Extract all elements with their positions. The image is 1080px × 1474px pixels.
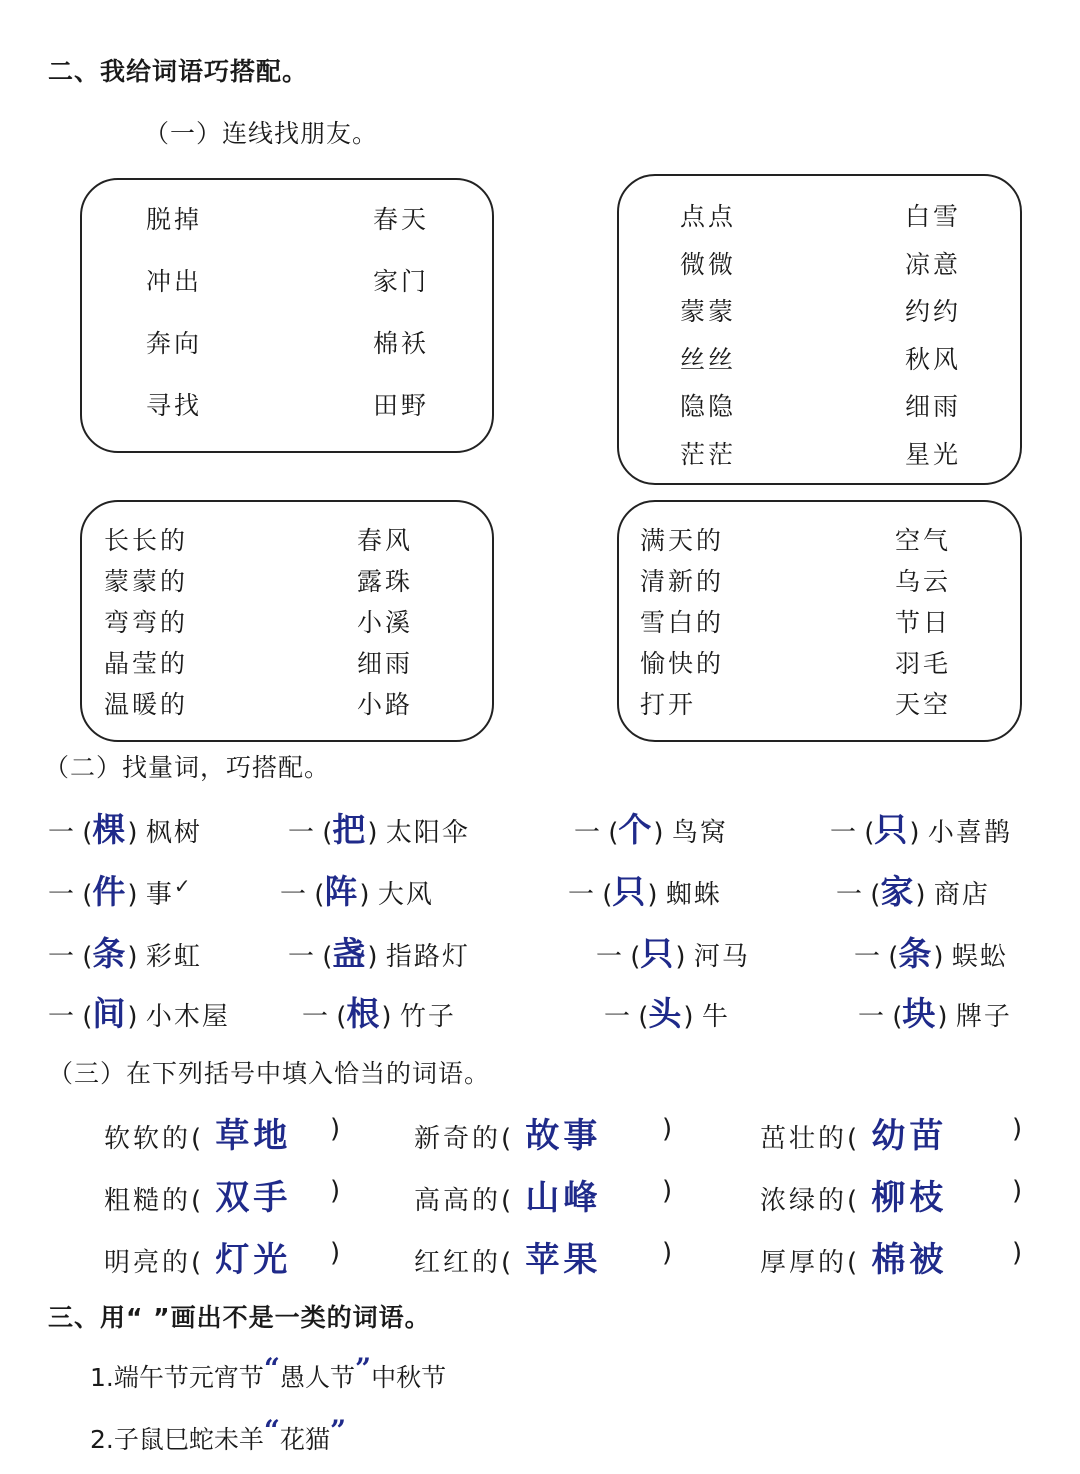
close-paren: ) — [909, 818, 928, 848]
fill-answer: 苹果 — [525, 1240, 602, 1280]
noun: 蜈蚣 — [951, 942, 1008, 972]
match-word-left: 愉快的 — [640, 649, 725, 678]
odd-word: 愚人节 — [279, 1363, 355, 1392]
prefix-one: 一 ( — [830, 818, 875, 848]
fill-answer: 故事 — [525, 1116, 602, 1156]
fill-item — [104, 1108, 291, 1157]
prefix-one: 一 ( — [48, 942, 93, 972]
match-word-right: 棉袄 — [373, 329, 430, 358]
prefix-one: 一 ( — [854, 942, 899, 972]
close-paren: ) — [1012, 1176, 1026, 1206]
measure-item — [596, 928, 750, 975]
match-word-right: 秋风 — [905, 344, 962, 374]
measure-item — [48, 866, 193, 913]
measure-item — [854, 928, 1008, 975]
prefix-one: 一 ( — [302, 1002, 347, 1032]
close-paren: ) — [662, 1114, 676, 1144]
fill-prompt: 茁壮的( — [760, 1124, 872, 1154]
check-mark-icon: ✓ — [173, 874, 193, 898]
match-word-left: 长长的 — [104, 526, 189, 555]
match-word-left: 丝丝 — [680, 344, 737, 374]
close-paren: ) — [330, 1114, 344, 1144]
match-word-right: 细雨 — [357, 649, 414, 678]
item-words: 端午节元宵节 — [113, 1363, 264, 1392]
match-word-left: 满天的 — [640, 526, 725, 555]
fill-item — [414, 1170, 601, 1219]
noun: 蜘蛛 — [665, 880, 722, 910]
fill-prompt: 新奇的( — [414, 1124, 526, 1154]
fill-prompt: 浓绿的( — [760, 1186, 872, 1216]
odd-item — [90, 1414, 347, 1456]
prefix-one: 一 ( — [48, 818, 93, 848]
fill-answer: 棉被 — [871, 1240, 948, 1280]
answer-measure-word: 条 — [898, 934, 934, 973]
noun: 竹子 — [399, 1002, 456, 1032]
fill-prompt: 明亮的( — [104, 1248, 216, 1278]
prefix-one: 一 ( — [604, 1002, 649, 1032]
match-word-left: 寻找 — [146, 391, 203, 420]
answer-measure-word: 间 — [92, 994, 128, 1033]
match-word-right: 凉意 — [905, 249, 962, 279]
match-word-right: 家门 — [373, 267, 430, 296]
close-paren: ) — [381, 1002, 400, 1032]
match-word-left: 冲出 — [146, 267, 203, 296]
measure-item — [288, 804, 470, 851]
noun: 枫树 — [145, 818, 202, 848]
match-word-left: 点点 — [680, 202, 737, 231]
item-words: 中秋节 — [371, 1363, 447, 1392]
noun: 商店 — [933, 880, 990, 910]
match-word-right: 节日 — [895, 608, 952, 637]
match-word-right: 星光 — [905, 439, 962, 469]
match-word-right: 乌云 — [895, 567, 952, 596]
fill-answer: 双手 — [215, 1178, 292, 1218]
measure-item — [568, 866, 722, 913]
close-paren: ) — [359, 880, 378, 910]
measure-item — [48, 928, 202, 975]
close-paren: ) — [653, 818, 672, 848]
match-word-left: 脱掉 — [146, 205, 203, 234]
match-word-left: 微微 — [680, 249, 737, 279]
noun: 大风 — [377, 880, 434, 910]
measure-item — [858, 988, 1012, 1035]
noun: 彩虹 — [145, 942, 202, 972]
prefix-one: 一 ( — [288, 942, 333, 972]
answer-measure-word: 头 — [648, 994, 684, 1033]
match-word-left: 清新的 — [640, 567, 725, 596]
section-title: 二、我给词语巧搭配。 — [48, 57, 309, 86]
measure-item — [288, 928, 470, 975]
open-quote-mark: “ — [263, 1352, 280, 1385]
match-word-right: 羽毛 — [895, 649, 952, 678]
measure-item — [280, 866, 434, 913]
noun: 太阳伞 — [385, 818, 470, 848]
answer-measure-word: 只 — [612, 872, 648, 911]
item-number: 2. — [90, 1425, 114, 1454]
prefix-one: 一 ( — [858, 1002, 903, 1032]
odd-word: 花猫 — [279, 1425, 330, 1454]
match-box-1 — [80, 178, 494, 453]
answer-measure-word: 阵 — [324, 872, 360, 911]
answer-measure-word: 只 — [874, 810, 910, 849]
item-words: 子鼠巳蛇未羊 — [113, 1425, 264, 1454]
open-quote-mark: “ — [263, 1414, 280, 1447]
answer-measure-word: 只 — [640, 934, 676, 973]
match-word-left: 弯弯的 — [104, 608, 189, 637]
fill-answer: 山峰 — [525, 1178, 602, 1218]
noun: 指路灯 — [385, 942, 470, 972]
noun: 鸟窝 — [671, 818, 728, 848]
fill-prompt: 高高的( — [414, 1186, 526, 1216]
close-paren: ) — [367, 942, 386, 972]
match-box-2 — [617, 174, 1022, 485]
match-word-left: 温暖的 — [104, 690, 189, 719]
measure-item — [604, 988, 730, 1035]
answer-measure-word: 把 — [332, 810, 368, 849]
match-word-right: 细雨 — [905, 392, 962, 421]
match-word-right: 空气 — [895, 526, 952, 555]
measure-item — [48, 988, 230, 1035]
measure-item — [48, 804, 202, 851]
close-paren: ) — [683, 1002, 702, 1032]
fill-answer: 柳枝 — [871, 1178, 948, 1218]
match-word-left: 隐隐 — [680, 392, 737, 421]
fill-item — [760, 1108, 947, 1157]
fill-answer: 幼苗 — [871, 1116, 948, 1156]
close-paren: ) — [675, 942, 694, 972]
fill-item — [104, 1232, 291, 1281]
match-word-left: 雪白的 — [640, 608, 725, 637]
close-paren: ) — [1012, 1114, 1026, 1144]
odd-item — [90, 1352, 447, 1394]
match-word-right: 春天 — [373, 205, 430, 234]
section3-title: 三、用“ ”画出不是一类的词语。 — [48, 1303, 431, 1332]
answer-measure-word: 块 — [902, 994, 938, 1033]
part1-title: （一）连线找朋友。 — [144, 119, 379, 148]
close-paren: ) — [367, 818, 386, 848]
match-word-right: 田野 — [373, 391, 430, 420]
answer-measure-word: 盏 — [332, 934, 368, 973]
match-word-left: 蒙蒙的 — [104, 567, 189, 596]
close-paren: ) — [330, 1238, 344, 1268]
close-paren: ) — [330, 1176, 344, 1206]
answer-measure-word: 个 — [618, 810, 654, 849]
match-word-right: 白雪 — [905, 202, 962, 231]
noun: 牛 — [701, 1002, 730, 1032]
close-paren: ) — [127, 1002, 146, 1032]
match-word-right: 春风 — [357, 526, 414, 555]
match-word-left: 晶莹的 — [104, 649, 189, 678]
prefix-one: 一 ( — [48, 880, 93, 910]
prefix-one: 一 ( — [280, 880, 325, 910]
match-word-left: 茫茫 — [680, 439, 737, 469]
part3-title: （三）在下列括号中填入恰当的词语。 — [48, 1059, 491, 1088]
answer-measure-word: 件 — [92, 872, 128, 911]
measure-item — [574, 804, 728, 851]
match-word-left: 打开 — [640, 690, 697, 719]
fill-prompt: 粗糙的( — [104, 1186, 216, 1216]
close-paren: ) — [127, 880, 146, 910]
measure-item — [302, 988, 456, 1035]
fill-item — [414, 1108, 601, 1157]
fill-item — [760, 1232, 947, 1281]
answer-measure-word: 家 — [880, 872, 916, 911]
fill-item — [414, 1232, 601, 1281]
match-word-left: 蒙蒙 — [680, 297, 737, 326]
fill-item — [760, 1170, 947, 1219]
prefix-one: 一 ( — [836, 880, 881, 910]
close-paren: ) — [933, 942, 952, 972]
prefix-one: 一 ( — [568, 880, 613, 910]
fill-prompt: 软软的( — [104, 1124, 216, 1154]
prefix-one: 一 ( — [596, 942, 641, 972]
match-word-right: 小溪 — [357, 608, 414, 637]
noun: 小喜鹊 — [927, 818, 1012, 848]
close-quote-mark: ” — [330, 1414, 347, 1447]
noun: 小木屋 — [145, 1002, 230, 1032]
answer-measure-word: 条 — [92, 934, 128, 973]
match-word-right: 露珠 — [357, 567, 414, 596]
prefix-one: 一 ( — [574, 818, 619, 848]
close-paren: ) — [662, 1176, 676, 1206]
close-paren: ) — [662, 1238, 676, 1268]
close-paren: ) — [647, 880, 666, 910]
measure-item — [836, 866, 990, 913]
noun: 事 — [145, 880, 174, 910]
part2-title: （二）找量词，巧搭配。 — [44, 753, 331, 782]
fill-answer: 草地 — [215, 1116, 292, 1156]
close-paren: ) — [937, 1002, 956, 1032]
noun: 河马 — [693, 942, 750, 972]
match-word-right: 天空 — [895, 690, 952, 719]
match-word-right: 约约 — [905, 297, 962, 326]
item-number: 1. — [90, 1363, 114, 1392]
close-quote-mark: ” — [355, 1352, 372, 1385]
fill-prompt: 红红的( — [414, 1248, 526, 1278]
measure-item — [830, 804, 1012, 851]
close-paren: ) — [915, 880, 934, 910]
prefix-one: 一 ( — [48, 1002, 93, 1032]
match-word-left: 奔向 — [146, 329, 203, 358]
noun: 牌子 — [955, 1002, 1012, 1032]
answer-measure-word: 棵 — [92, 810, 128, 849]
close-paren: ) — [127, 818, 146, 848]
close-paren: ) — [1012, 1238, 1026, 1268]
match-word-right: 小路 — [357, 690, 414, 719]
answer-measure-word: 根 — [346, 994, 382, 1033]
fill-prompt: 厚厚的( — [760, 1248, 872, 1278]
prefix-one: 一 ( — [288, 818, 333, 848]
fill-item — [104, 1170, 291, 1219]
close-paren: ) — [127, 942, 146, 972]
fill-answer: 灯光 — [215, 1240, 292, 1280]
